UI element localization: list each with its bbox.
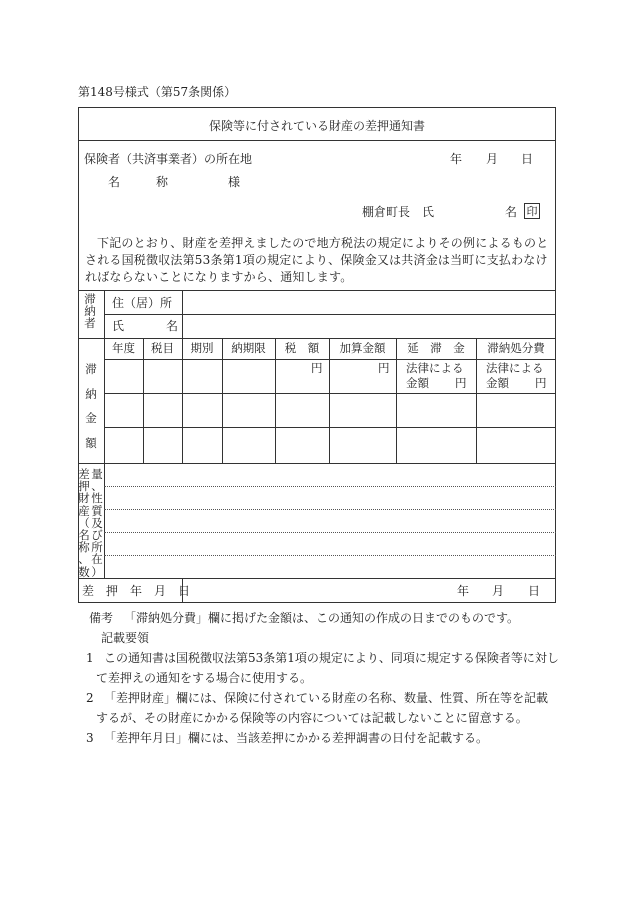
- header-fiscal-year: 年度: [112, 341, 135, 355]
- instruction-1-line2: て差押えの通知をする場合に使用する。: [96, 671, 313, 685]
- tax-amount-yen: 円: [311, 361, 323, 375]
- taxpayer-section-label: 滞 納 者: [84, 292, 96, 331]
- divider: [78, 338, 556, 339]
- instruction-1-num: 1: [86, 651, 94, 665]
- recipient-name-label: 名 称 様: [108, 175, 241, 189]
- seizure-date-label: 差 押 年 月 日: [82, 584, 191, 598]
- late-charge-legal-1: 法律による: [406, 361, 464, 375]
- divider: [78, 140, 556, 141]
- instructions-title: 記載要領: [101, 631, 150, 645]
- disposition-cost-legal-1: 法律による: [486, 361, 544, 375]
- header-disposition-cost: 滞納処分費: [487, 341, 545, 355]
- seizure-month: 月: [492, 584, 505, 598]
- header-due-date: 納期限: [231, 341, 266, 355]
- remarks-label: 備考: [89, 611, 114, 625]
- instruction-2-line2: するが、その財産にかかる保険等の内容については記載しないことに留意する。: [96, 711, 528, 725]
- form-title: 保険等に付されている財産の差押通知書: [208, 119, 425, 133]
- header-additional-amount: 加算金額: [339, 341, 386, 355]
- entry-line: [104, 532, 556, 533]
- late-charge-yen: 円: [455, 376, 467, 390]
- divider: [104, 314, 556, 315]
- divider: [143, 338, 144, 463]
- recipient-address-label: 保険者（共済事業者）の所在地: [84, 152, 253, 166]
- divider: [182, 338, 183, 463]
- seized-property-label-col1: 差 押 財 産 （ 名 称 、 数: [78, 467, 90, 579]
- divider: [104, 427, 556, 428]
- date-month: 月: [486, 152, 499, 166]
- late-charge-legal-2: 金額: [406, 376, 429, 390]
- header-tax-item: 税目: [151, 341, 174, 355]
- entry-line: [104, 486, 556, 487]
- divider: [78, 463, 556, 464]
- header-tax-amount: 税 額: [284, 341, 320, 355]
- divider: [275, 338, 276, 463]
- seized-property-label-col2: 量 、 性 質 及 び 所 在 ）: [91, 467, 103, 579]
- intro-text: 下記のとおり、財産を差押えましたので地方税法の規定によりその例によるものとされる国税徴収法第53条第1項の規定により、保険金又は共済金は当町に支払わなければならないことになりますから、通知します。: [85, 236, 549, 284]
- seal-mark: 印: [524, 203, 540, 219]
- disposition-cost-legal-2: 金額: [486, 376, 509, 390]
- date-day: 日: [521, 152, 534, 166]
- divider: [476, 338, 477, 463]
- seizure-day: 日: [528, 584, 541, 598]
- remarks-text: 「滞納処分費」欄に掲げた金額は、この通知の作成の日までのものです。: [124, 611, 520, 625]
- seizure-year: 年: [457, 584, 470, 598]
- divider: [222, 338, 223, 463]
- instruction-3-line1: 「差押年月日」欄には、当該差押にかかる差押調書の日付を記載する。: [104, 731, 489, 745]
- divider: [104, 393, 556, 394]
- taxpayer-name-label-1: 氏: [112, 319, 125, 333]
- date-year: 年: [450, 152, 463, 166]
- instruction-3-num: 3: [86, 731, 94, 745]
- divider: [396, 338, 397, 463]
- sender-title: 棚倉町長 氏: [362, 205, 435, 219]
- header-late-charge: 延 滞 金: [407, 341, 465, 355]
- header-period: 期別: [190, 341, 214, 355]
- entry-line: [104, 509, 556, 510]
- arrears-section-label: 滞 納 金 額: [85, 362, 97, 450]
- divider: [104, 359, 556, 360]
- instruction-2-line1: 「差押財産」欄には、保険に付されている財産の名称、数量、性質、所在等を記載: [104, 691, 549, 705]
- additional-amount-yen: 円: [378, 361, 390, 375]
- divider: [329, 338, 330, 463]
- sender-name-suffix: 名: [505, 205, 518, 219]
- disposition-cost-yen: 円: [535, 376, 547, 390]
- form-number: 第148号様式（第57条関係）: [78, 85, 237, 99]
- divider: [78, 290, 556, 291]
- instruction-1-line1: この通知書は国税徴収法第53条第1項の規定により、同項に規定する保険者等に対し: [104, 651, 559, 665]
- label-column-line: [104, 290, 105, 579]
- entry-line: [104, 555, 556, 556]
- taxpayer-name-label-2: 名: [166, 319, 179, 333]
- divider: [78, 578, 556, 579]
- taxpayer-address-label: 住（居）所: [112, 296, 173, 310]
- instruction-2-num: 2: [86, 691, 94, 705]
